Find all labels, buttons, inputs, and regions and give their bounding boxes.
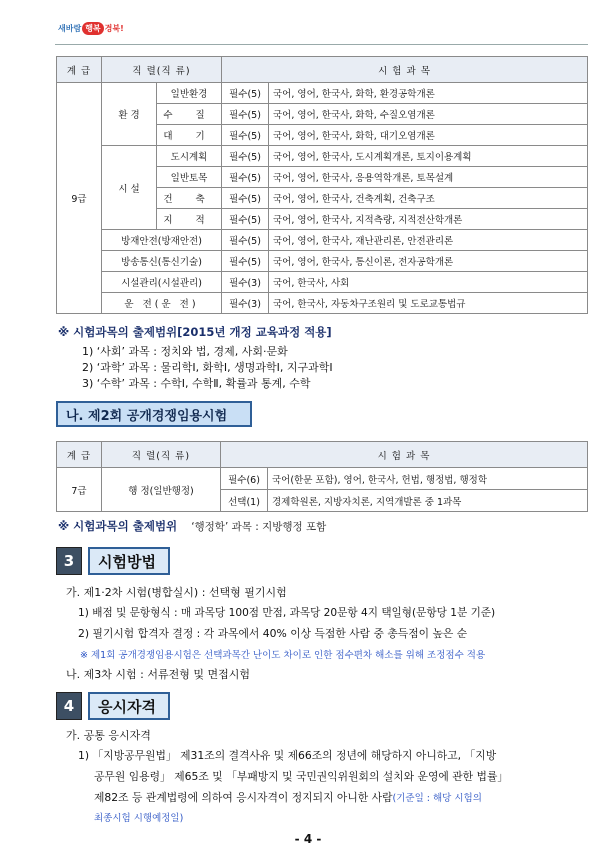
- logo-text: 새바람: [58, 24, 82, 33]
- req-cell: 필수(5): [222, 251, 269, 272]
- table-header-row: [57, 442, 588, 468]
- job-cell: 방송통신(통신기술): [102, 251, 222, 272]
- table-row: [57, 230, 588, 251]
- req-cell: 필수(6): [221, 468, 268, 490]
- table-row: [57, 468, 588, 490]
- logo: [58, 22, 124, 35]
- table-row: [57, 272, 588, 293]
- note-item: 1) ‘사회’ 과목 : 정치와 법, 경제, 사회·문화: [82, 345, 288, 358]
- subjects-cell: 국어, 영어, 한국사, 통신이론, 전자공학개론: [269, 251, 588, 272]
- section-title-eligibility: 응시자격: [88, 692, 170, 720]
- col-grade: 계 급: [57, 57, 102, 83]
- job-cell: 행 정(일반행정): [102, 468, 221, 512]
- subjects-cell: 국어, 영어, 한국사, 지적측량, 지적전산학개론: [269, 209, 588, 230]
- logo-heart: 행복: [82, 22, 103, 35]
- subjects-cell: 국어, 영어, 한국사, 화학, 수질오염개론: [269, 104, 588, 125]
- req-cell: 필수(5): [222, 125, 269, 146]
- subjects-cell: 국어, 영어, 한국사, 화학, 환경공학개론: [269, 83, 588, 104]
- job-cell: 수 질: [157, 104, 222, 125]
- text-line: 1) 배점 및 문항형식 : 매 과목당 100점 만점, 과목당 20문항 4지 택일형(문항당 1분 기준): [78, 607, 496, 619]
- job-cell: 방재안전(방재안전): [102, 230, 222, 251]
- note-item: 3) ‘수학’ 과목 : 수학Ⅰ, 수학Ⅱ, 확률과 통계, 수학: [82, 377, 311, 390]
- text-line: 가. 공통 응시자격: [66, 729, 151, 742]
- grade-cell: 7급: [57, 468, 102, 512]
- group-env: 환 경: [102, 83, 157, 146]
- table-row: [57, 251, 588, 272]
- table-header-row: [57, 57, 588, 83]
- job-cell: 일반토목: [157, 167, 222, 188]
- text-span: 제82조 등 관계법령에 의하여 응시자격이 정지되지 아니한 사람: [94, 791, 393, 804]
- table-row: [57, 83, 588, 104]
- exam-subjects-table-2: [56, 441, 588, 512]
- text-line: 공무원 임용령」 제65조 및 「부패방지 및 국민권익위원회의 설치와 운영에 관한 법률」: [94, 770, 509, 783]
- subjects-cell: 국어, 한국사, 사회: [269, 272, 588, 293]
- note-exam-scope: ※ 시험과목의 출제범위[2015년 개정 교육과정 적용]: [58, 325, 332, 339]
- job-cell: 일반환경: [157, 83, 222, 104]
- subjects-cell: 국어, 영어, 한국사, 응용역학개론, 토목설계: [269, 167, 588, 188]
- subjects-cell: 국어, 한국사, 자동차구조원리 및 도로교통법규: [269, 293, 588, 314]
- text-line: 나. 제3차 시험 : 서류전형 및 면접시험: [66, 668, 250, 681]
- req-cell: 필수(5): [222, 83, 269, 104]
- col-subjects: 시 험 과 목: [222, 57, 588, 83]
- subjects-cell: 국어, 영어, 한국사, 재난관리론, 안전관리론: [269, 230, 588, 251]
- req-cell: 필수(5): [222, 230, 269, 251]
- group-facility: 시 설: [102, 146, 157, 230]
- req-cell: 필수(5): [222, 209, 269, 230]
- section-number-4: 4: [56, 692, 82, 720]
- col-grade: 계 급: [57, 442, 102, 468]
- text-line: 2) 필기시험 합격자 결정 : 각 과목에서 40% 이상 득점한 사람 중 총득점이 높은 순: [78, 627, 468, 640]
- table-row: [57, 293, 588, 314]
- col-job: 직 렬(직 류): [102, 57, 222, 83]
- note-item: 2) ‘과학’ 과목 : 물리학Ⅰ, 화학Ⅰ, 생명과학Ⅰ, 지구과학Ⅰ: [82, 361, 333, 374]
- subjects-cell: 국어, 영어, 한국사, 건축계획, 건축구조: [269, 188, 588, 209]
- req-cell: 필수(5): [222, 188, 269, 209]
- section-title-exam-method: 시험방법: [88, 547, 170, 575]
- note-text: ‘행정학’ 과목 : 지방행정 포함: [191, 521, 327, 533]
- grade-cell: 9급: [57, 83, 102, 314]
- reference-date-note: (기준일 : 해당 시험의: [392, 793, 482, 804]
- section-number-3: 3: [56, 547, 82, 575]
- job-cell: 운 전(운 전): [102, 293, 222, 314]
- note-admin-scope: [58, 518, 326, 534]
- job-cell: 건 축: [157, 188, 222, 209]
- logo-text-end: 경북!: [104, 24, 124, 33]
- adjusted-score-note: ※ 제1회 공개경쟁임용시험은 선택과목간 난이도 차이로 인한 점수편차 해소를 위해 조정점수 적용: [80, 650, 486, 661]
- text-line: 1) 「지방공무원법」 제31조의 결격사유 및 제66조의 정년에 해당하지 아니하고, 「지방: [78, 749, 497, 762]
- req-cell: 필수(3): [222, 272, 269, 293]
- text-line: [94, 790, 482, 805]
- subjects-cell: 경제학원론, 지방자치론, 지역개발론 중 1과목: [268, 490, 588, 512]
- job-cell: 도시계획: [157, 146, 222, 167]
- col-job: 직 렬(직 류): [102, 442, 221, 468]
- col-subjects: 시 험 과 목: [221, 442, 588, 468]
- subjects-cell: 국어, 영어, 한국사, 도시계획개론, 토지이용계획: [269, 146, 588, 167]
- req-cell: 선택(1): [221, 490, 268, 512]
- job-cell: 시설관리(시설관리): [102, 272, 222, 293]
- text-line: 가. 제1·2차 시험(병합실시) : 선택형 필기시험: [66, 586, 287, 599]
- req-cell: 필수(5): [222, 167, 269, 188]
- reference-date-note-cont: 최종시험 시행예정일): [94, 813, 184, 824]
- job-cell: 대 기: [157, 125, 222, 146]
- subjects-cell: 국어(한문 포함), 영어, 한국사, 헌법, 행정법, 행정학: [268, 468, 588, 490]
- req-cell: 필수(5): [222, 104, 269, 125]
- header-divider: [55, 44, 588, 45]
- req-cell: 필수(3): [222, 293, 269, 314]
- page-number: - 4 -: [294, 832, 322, 846]
- subjects-cell: 국어, 영어, 한국사, 화학, 대기오염개론: [269, 125, 588, 146]
- job-cell: 지 적: [157, 209, 222, 230]
- exam-subjects-table-1: [56, 56, 588, 314]
- req-cell: 필수(5): [222, 146, 269, 167]
- subsection-title: 나. 제2회 공개경쟁임용시험: [56, 401, 252, 427]
- note-title: ※ 시험과목의 출제범위: [58, 519, 178, 533]
- table-row: [57, 146, 588, 167]
